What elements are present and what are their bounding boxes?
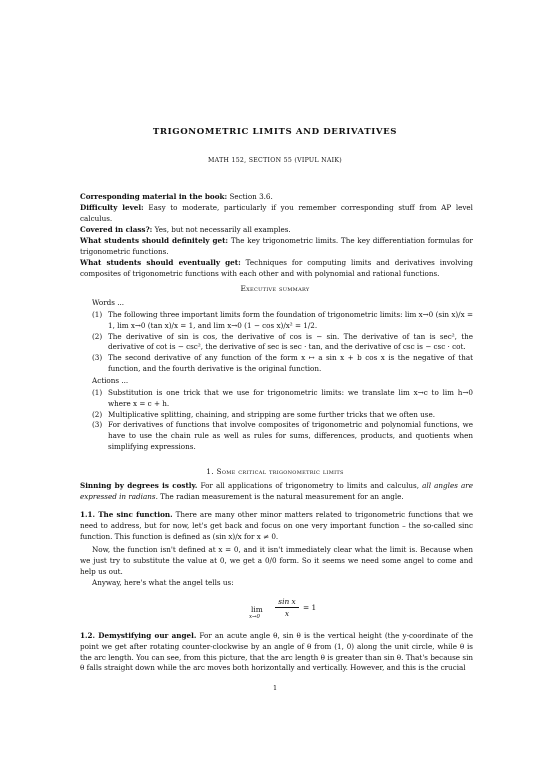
actions-label: Actions ...	[92, 376, 129, 385]
limit-lim: lim	[251, 605, 263, 614]
paragraph-text: For all applications of trigonometry to limits and calculus,	[197, 481, 423, 490]
document-title: TRIGONOMETRIC LIMITS AND DERIVATIVES	[152, 127, 398, 137]
paragraph-lead: Sinning by degrees is costly.	[80, 481, 198, 490]
section-paragraph-undefined: Now, the function isn't defined at x = 0, and it isn't immediately clear what the limit is. Because when we just try to substitute the value at 0, we get a 0/0 form. So it seems we need some angel to come and help us out.	[80, 545, 473, 576]
meta-label: Difficulty level:	[80, 203, 144, 212]
list-number: (2)	[92, 331, 103, 341]
list-item	[92, 331, 473, 354]
limit-denominator: x	[284, 609, 290, 618]
paragraph-text: For an acute angle θ, sin θ is the vertical height (the y-coordinate of the point we get after rotating counter-clockwise by an angle of θ from (1, 0) along the unit circle, while θ is the arc length. You can see, from this picture, that the arc length θ is greater than sin θ. That's because sin θ falls straight down while the arc moves both horizontally and vertically. However, and this is the crucial	[80, 631, 474, 673]
section-heading: 1. Some critical trigonometric limits	[206, 467, 344, 476]
limit-numerator: sin x	[278, 597, 296, 606]
list-number: (2)	[92, 409, 103, 419]
page-number: 1	[272, 684, 278, 692]
list-text: The following three important limits form the foundation of trigonometric limits: lim x→0 (sin x)/x = 1, lim x→0 (tan x)/x = 1, and lim x→0 (1 − cos x)/x² = 1/2.	[108, 310, 473, 330]
list-text: Substitution is one trick that we use for trigonometric limits: we translate lim x→c to lim h→0 where x = c + h.	[108, 388, 473, 408]
meta-difficulty	[80, 203, 473, 225]
section-paragraph-angel: Anyway, here's what the angel tells us:	[92, 578, 234, 587]
list-number: (3)	[92, 353, 103, 363]
actions-list	[92, 388, 473, 453]
paragraph-lead: 1.2. Demystifying our angel.	[80, 631, 197, 640]
section-paragraph-sinning	[80, 481, 473, 503]
fraction-bar	[275, 607, 299, 608]
meta-label: What students should eventually get:	[80, 258, 241, 267]
list-item	[92, 310, 473, 332]
meta-text: Techniques for computing limits and derivatives involving composites of trigonometric functions with each other and with polynomial and rational functions.	[80, 258, 473, 278]
list-text: The second derivative of any function of the form x ↦ a sin x + b cos x is the negative of that function, and the fourth derivative is the original function.	[108, 353, 473, 373]
meta-text: Section 3.6.	[227, 192, 273, 201]
meta-covered	[80, 225, 473, 236]
list-number: (3)	[92, 420, 103, 430]
words-list	[92, 310, 473, 375]
exec-summary-heading: Executive summary	[240, 284, 310, 293]
section-paragraph-sinc	[80, 510, 473, 542]
list-number: (1)	[92, 310, 103, 319]
meta-text: The key trigonometric limits. The key differentiation formulas for trigonometric functions.	[80, 236, 473, 256]
list-item	[92, 420, 473, 452]
list-item	[92, 388, 473, 410]
section-paragraph-demystifying	[80, 631, 473, 674]
meta-text: Yes, but not necessarily all examples.	[152, 225, 291, 234]
meta-text: Easy to moderate, particularly if you remember corresponding stuff from AP level calculus.	[80, 203, 473, 223]
list-text: The derivative of sin is cos, the derivative of cos is − sin. The derivative of tan is sec², the derivative of cot is − csc², the derivative of sec is sec · tan, and the derivative of csc is − csc · cot.	[108, 331, 473, 352]
meta-label: What students should definitely get:	[80, 236, 229, 245]
limit-subscript: x→0	[249, 614, 260, 620]
list-number: (1)	[92, 388, 103, 397]
meta-corresponding-material	[80, 192, 473, 203]
list-text: For derivatives of functions that involve composites of trigonometric and polynomial functions, we have to use the chain rule as well as rules for sums, differences, products, and quotients when simplifying expressions.	[108, 420, 473, 451]
meta-eventually-get	[80, 258, 473, 280]
paragraph-text: There are many other minor matters related to trigonometric functions that we need to address, but for now, let's get back and focus on one very important function – the so-called sinc function. This function is defined as (sin x)/x for x ≠ 0.	[80, 510, 473, 541]
paragraph-text: . The radian measurement is the natural measurement for an angle.	[155, 491, 404, 501]
paragraph-lead: 1.1. The sinc function.	[80, 510, 173, 519]
meta-label: Covered in class?:	[80, 225, 153, 234]
list-item	[92, 409, 473, 421]
list-item	[92, 353, 473, 375]
words-label: Words ...	[92, 298, 125, 307]
meta-definitely-get	[80, 236, 473, 258]
list-text: Multiplicative splitting, chaining, and stripping are some further tricks that we often use.	[108, 409, 436, 419]
document-subtitle: MATH 152, SECTION 55 (VIPUL NAIK)	[208, 157, 342, 164]
limit-rhs: = 1	[303, 603, 317, 612]
meta-label: Corresponding material in the book:	[80, 192, 228, 201]
paragraph-emphasis: all angles are expressed in radians	[80, 481, 473, 501]
